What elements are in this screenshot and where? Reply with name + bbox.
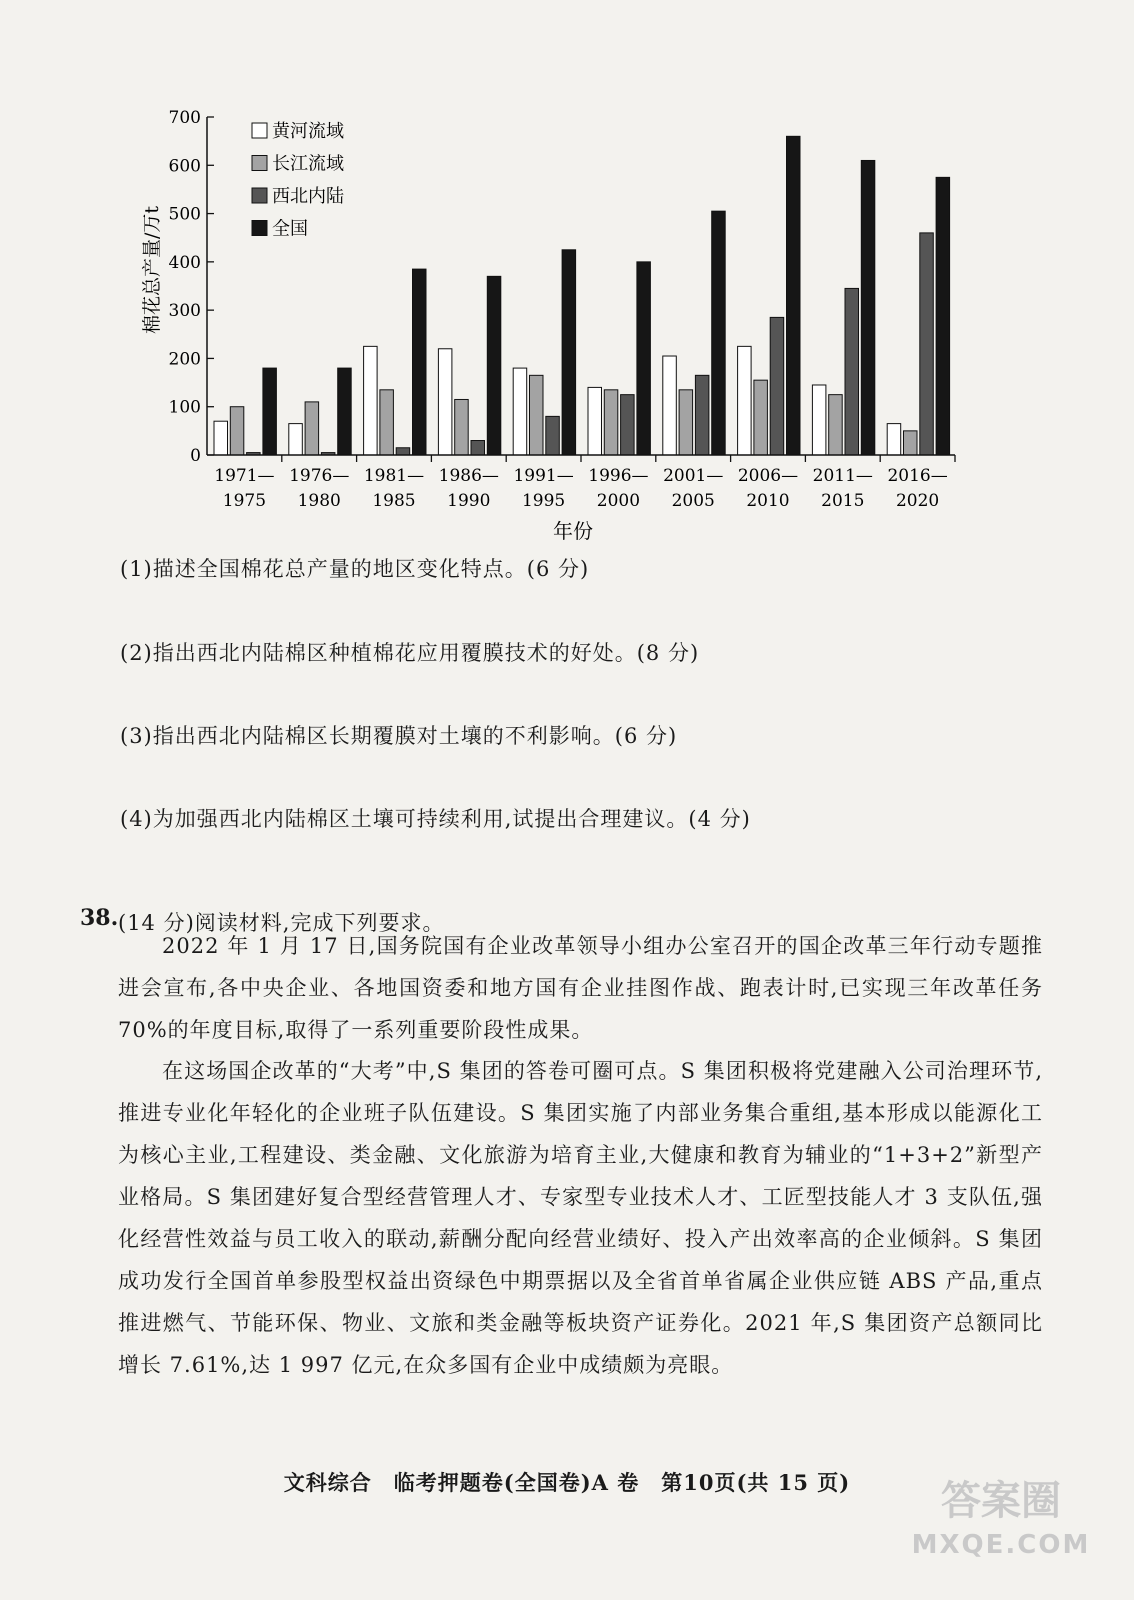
watermark-url: MXQE.COM: [911, 1530, 1091, 1560]
legend-swatch: [252, 188, 267, 203]
question-1: (1)描述全国棉花总产量的地区变化特点。(6 分): [120, 557, 590, 581]
x-tick-label: 2005: [671, 491, 715, 511]
x-tick-label: 2000: [596, 491, 641, 511]
x-tick-label: 1971—: [214, 466, 275, 486]
question-3: (3)指出西北内陆棉区长期覆膜对土壤的不利影响。(6 分): [120, 724, 678, 748]
bar: [754, 380, 768, 455]
bar: [455, 399, 469, 455]
bar: [845, 288, 859, 455]
bar: [546, 416, 560, 455]
legend-swatch: [252, 123, 267, 138]
cotton-production-bar-chart: [0, 0, 1134, 545]
y-tick-label: 0: [190, 446, 201, 466]
bar: [936, 177, 950, 455]
bar: [604, 390, 618, 455]
bar: [663, 356, 677, 455]
bar: [812, 385, 826, 455]
bar: [621, 395, 635, 455]
bar: [738, 346, 752, 455]
bar: [396, 448, 410, 455]
legend-label: 长江流域: [272, 153, 344, 175]
bar: [904, 431, 918, 455]
x-tick-label: 1976—: [289, 466, 350, 486]
y-axis-label: 棉花总产量/万t: [141, 205, 163, 335]
bar: [380, 390, 394, 455]
legend-swatch: [252, 221, 267, 236]
legend-swatch: [252, 156, 267, 171]
question-2: (2)指出西北内陆棉区种植棉花应用覆膜技术的好处。(8 分): [120, 641, 700, 665]
y-tick-label: 100: [168, 397, 201, 418]
x-tick-label: 1980: [297, 491, 341, 511]
bar: [770, 317, 784, 455]
bar: [513, 368, 527, 455]
y-tick-label: 500: [168, 204, 201, 225]
y-tick-label: 200: [168, 349, 201, 370]
question-38-number: 38.: [80, 905, 119, 931]
x-tick-label: 1990: [447, 491, 491, 511]
legend-label: 黄河流域: [272, 121, 344, 142]
bar: [562, 250, 576, 455]
x-tick-label: 2016—: [887, 466, 948, 486]
bar: [305, 402, 319, 455]
y-tick-label: 600: [168, 156, 201, 177]
bar: [887, 424, 901, 455]
y-tick-label: 700: [168, 108, 201, 128]
bar: [263, 368, 277, 455]
legend-label: 全国: [272, 218, 308, 240]
bar: [695, 375, 709, 455]
y-tick-label: 300: [168, 301, 201, 322]
x-tick-label: 1981—: [363, 466, 425, 486]
x-axis: [207, 455, 955, 511]
bar: [530, 375, 544, 455]
x-axis-label: 年份: [553, 519, 593, 543]
chart-legend: [252, 121, 344, 240]
page-footer: 文科综合 临考押题卷(全国卷)A 卷 第10页(共 15 页): [283, 1470, 851, 1495]
question-38-header: (14 分)阅读材料,完成下列要求。: [118, 911, 445, 935]
x-tick-label: 1996—: [588, 466, 649, 486]
x-tick-label: 2015: [821, 491, 865, 511]
bar: [230, 407, 244, 455]
x-tick-label: 2001—: [663, 466, 724, 486]
question-4: (4)为加强西北内陆棉区土壤可持续利用,试提出合理建议。(4 分): [120, 807, 751, 831]
x-tick-label: 2010: [746, 491, 790, 511]
bar: [413, 269, 427, 455]
material-paragraph-2: 在这场国企改革的“大考”中,S 集团的答卷可圈可点。S 集团积极将党建融入公司治理环节,推进专业化年轻化的企业班子队伍建设。S 集团实施了内部业务集合重组,基本形成以能源化工为核心主业,工程建设、类金融、文化旅游为培育主业,大健康和教育为辅业的“1+3+2”新型产业格局。S 集团建好复合型经营管理人才、专家型专业技术人才、工匠型技能人才 3 支队伍,强化经营性效益与员工收入的联动,薪酬分配向经营业绩好、投入产出效率高的企业倾斜。S 集团成功发行全国首单参股型权益出资绿色中期票据以及全省首单省属企业供应链 ABS 产品,重点推进燃气、节能环保、物业、文旅和类金融等板块资产证券化。2021 年,S 集团资产总额同比增长 7.61%,达 1 997 亿元,在众多国有企业中成绩颇为亮眼。: [118, 1059, 1043, 1377]
x-tick-label: 1991—: [513, 466, 574, 486]
y-tick-label: 400: [168, 252, 201, 273]
material-paragraph-1: 2022 年 1 月 17 日,国务院国有企业改革领导小组办公室召开的国企改革三年行动专题推进会宣布,各中央企业、各地国资委和地方国有企业挂图作战、跑表计时,已实现三年改革任务 70%的年度目标,取得了一系列重要阶段性成果。: [118, 934, 1043, 1042]
bar: [214, 421, 228, 455]
bar: [920, 233, 934, 455]
bar: [364, 346, 378, 455]
bar: [471, 441, 485, 455]
watermark-logo: [896, 1472, 1106, 1582]
bar: [588, 387, 602, 455]
bar: [712, 211, 726, 455]
x-tick-label: 1975: [222, 491, 267, 511]
bar: [787, 136, 801, 455]
bars: [214, 136, 950, 455]
x-tick-label: 1995: [521, 491, 566, 511]
x-tick-label: 2011—: [812, 466, 873, 486]
bar: [679, 390, 693, 455]
bar: [487, 276, 501, 455]
watermark-text: 答案圈: [941, 1478, 1061, 1524]
y-axis: [169, 108, 214, 466]
bar: [637, 262, 651, 455]
bar: [861, 160, 875, 455]
bar: [829, 395, 843, 455]
x-tick-label: 2006—: [737, 466, 799, 486]
bar: [289, 424, 303, 455]
x-tick-label: 1986—: [438, 466, 499, 486]
bar: [338, 368, 352, 455]
legend-label: 西北内陆: [272, 186, 344, 207]
x-tick-label: 1985: [372, 491, 416, 511]
x-tick-label: 2020: [895, 491, 940, 511]
bar: [438, 349, 452, 455]
